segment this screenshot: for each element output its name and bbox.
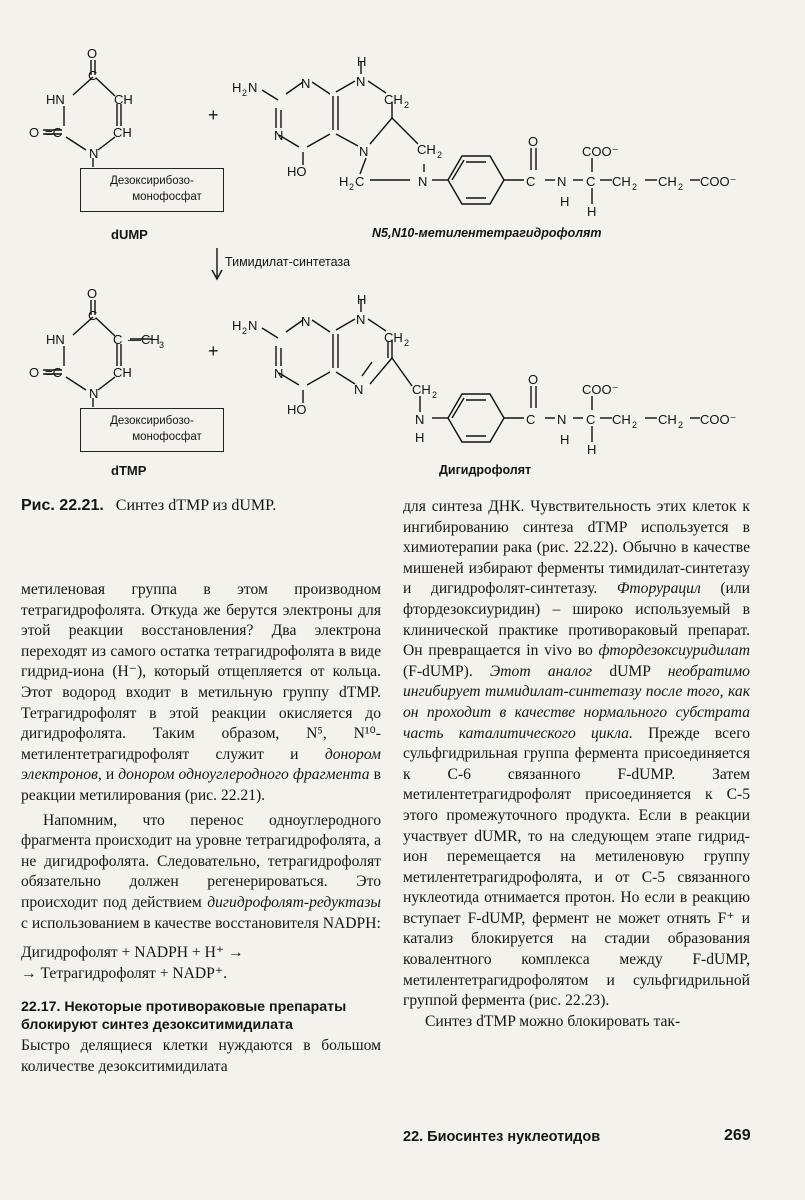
dump-label: dUMP [111, 227, 148, 242]
svg-text:COO⁻: COO⁻ [582, 144, 619, 159]
svg-text:H: H [339, 174, 349, 189]
svg-text:N: N [301, 76, 311, 91]
svg-text:HO: HO [287, 402, 307, 417]
enzyme-label: Тимидилат-синтетаза [225, 255, 351, 269]
chapter-footer: 22. Биосинтез нуклеотидов [403, 1129, 601, 1145]
svg-text:CH: CH [658, 174, 677, 189]
svg-text:COO⁻: COO⁻ [582, 382, 619, 397]
svg-text:N: N [248, 318, 258, 333]
svg-text:=C: =C [45, 365, 62, 380]
svg-text:N: N [274, 128, 284, 143]
svg-text:N: N [557, 174, 567, 189]
svg-text:CH: CH [113, 365, 132, 380]
svg-text:CH: CH [384, 92, 403, 107]
left-paragraph-2: Напомним, что перенос одноуглеродного фрагмента происходит на уровне тетрагидрофолята, а не дигидрофолята. Следовательно, тетрагидрофолят обязательно должен регенерироваться. Это происходит под действием дигидрофолят-редуктазы с использованием в качестве восстановителя NADPH: [21, 811, 381, 932]
sugar-box-dump [80, 168, 224, 212]
sugar-box-dtmp [80, 408, 224, 452]
svg-text:CH: CH [612, 174, 631, 189]
svg-text:H: H [232, 80, 242, 95]
svg-text:C: C [586, 174, 596, 189]
svg-text:H: H [560, 432, 570, 447]
svg-text:N: N [359, 144, 369, 159]
thf-label: N5,N10-метилентетрагидрофолят [372, 226, 602, 240]
dhf-label: Дигидрофолят [439, 463, 532, 477]
svg-text:N: N [356, 312, 366, 327]
svg-text:2: 2 [404, 100, 410, 110]
svg-text:=C: =C [45, 125, 62, 140]
svg-text:O: O [29, 125, 40, 140]
svg-text:2: 2 [678, 420, 684, 430]
svg-text:2: 2 [242, 88, 248, 98]
svg-text:2: 2 [632, 420, 638, 430]
svg-text:N: N [89, 386, 99, 401]
svg-text:HN: HN [46, 92, 65, 107]
svg-text:H: H [357, 292, 367, 307]
svg-text:O: O [29, 365, 40, 380]
svg-text:C: C [355, 174, 365, 189]
svg-text:2: 2 [242, 326, 248, 336]
sugar-line1: Дезоксирибозо- [110, 415, 194, 427]
reduction-equation [21, 942, 381, 984]
svg-text:CH: CH [113, 125, 132, 140]
svg-text:2: 2 [432, 390, 438, 400]
svg-text:H: H [232, 318, 242, 333]
figure-caption [21, 497, 276, 515]
svg-text:H: H [587, 442, 597, 457]
svg-text:3: 3 [159, 340, 165, 350]
sugar-line2: монофосфат [132, 191, 202, 203]
svg-text:N: N [248, 80, 258, 95]
svg-text:N: N [418, 174, 428, 189]
caption-text: Синтез dTMP из dUMP. [115, 497, 277, 514]
svg-text:N: N [557, 412, 567, 427]
right-column [403, 497, 750, 1032]
svg-text:O: O [528, 134, 539, 149]
page-number: 269 [724, 1127, 751, 1144]
svg-text:COO⁻: COO⁻ [700, 174, 737, 189]
sugar-line1: Дезоксирибозо- [110, 175, 194, 187]
svg-text:HN: HN [46, 332, 65, 347]
svg-text:CH: CH [417, 142, 436, 157]
section-title: 22.17. Некоторые противораковые препараты блокируют синтез дезокситимидилата [21, 999, 347, 1034]
svg-text:N: N [354, 382, 364, 397]
svg-text:2: 2 [632, 182, 638, 192]
plus-sign-bottom: + [208, 341, 219, 361]
svg-text:O: O [87, 286, 98, 301]
svg-text:CH: CH [658, 412, 677, 427]
svg-text:2: 2 [349, 182, 355, 192]
right-paragraph-2: Синтез dTMP можно блокировать так- [425, 1012, 681, 1030]
left-paragraph-3: Быстро делящиеся клетки нуждаются в большом количестве дезокситимидилата [21, 1037, 381, 1075]
svg-text:C: C [88, 308, 98, 323]
left-paragraph-1: метиленовая группа в этом производном тетрагидрофолята. Откуда же берутся электроны для этой реакции восстановления? Два электрона переходят из самого остатка тетрагидрофолята в виде гидрид-иона (H⁻), который отщепляется от кольца. Этот водород входит в метильную группу dTMP. Тетрагидрофолят в этой реакции окисляется до дигидрофолята. Таким образом, N⁵, N¹⁰-метилентетрагидрофолят служит и донором электронов, и донором одноуглеродного фрагмента в реакции метилирования (рис. 22.21). [21, 581, 381, 804]
svg-text:N: N [301, 314, 311, 329]
svg-text:C: C [113, 332, 123, 347]
equation-line-2: → Тетрагидрофолят + NADP⁺. [21, 965, 227, 983]
right-paragraph-1: для синтеза ДНК. Чувствительность этих клеток к ингибированию синтеза dTMP используется в химиотерапии рака (рис. 22.22). Обычно в качестве мишеней избирают ферменты тимидилат-синтетазу и дигидрофолят-синтетазу. Фторурацил (или фтордезоксиуридин) – широко используемый в клинической практике противораковый препарат. Он превращается in vivo во фтордезоксиуридилат (F-dUMP). Этот аналог dUMP необратимо ингибирует тимидилат-синтетазу после того, как он проходит в качестве нормального субстрата часть каталитического цикла. Прежде всего сульфгидрильная группа фермента присоединяется к C-6 связанного F-dUMP. Затем метилентетрагидрофолят присоединяется к C-5 этого промежуточного продукта. Если в реакции участвует dUMR, то на следующем этапе гидрид-ион перемещается на метиленовую группу метилентетрагидрофолята, и от C-5 связанного нуклеотида отнимается протон. Но если в реакцию вступает F-dUMP, фермент не может отнять F⁺ и катализ блокируется на стадии образования ковалентного комплекса между F-dUMP, метилентетрагидрофолятом и сульфгидрильной группой фермента (рис. 22.23). [403, 498, 750, 1010]
svg-text:O: O [528, 372, 539, 387]
svg-text:CH: CH [612, 412, 631, 427]
svg-text:N: N [89, 146, 99, 161]
svg-text:C: C [526, 412, 536, 427]
svg-text:O: O [87, 46, 98, 61]
svg-text:N: N [415, 412, 425, 427]
svg-text:—CH: —CH [128, 332, 160, 347]
svg-text:2: 2 [404, 338, 410, 348]
svg-text:N: N [356, 74, 366, 89]
svg-text:H: H [357, 54, 367, 69]
equation-line-1: Дигидрофолят + NADPH + H⁺ → [21, 944, 244, 962]
svg-text:H: H [560, 194, 570, 209]
svg-text:C: C [526, 174, 536, 189]
svg-text:CH: CH [412, 382, 431, 397]
svg-text:H: H [587, 204, 597, 219]
left-column [21, 580, 381, 1077]
svg-text:CH: CH [384, 330, 403, 345]
svg-text:C: C [586, 412, 596, 427]
svg-text:HO: HO [287, 164, 307, 179]
svg-text:C: C [88, 68, 98, 83]
svg-text:H: H [415, 430, 425, 445]
sugar-line2: монофосфат [132, 431, 202, 443]
svg-text:COO⁻: COO⁻ [700, 412, 737, 427]
dtmp-label: dTMP [111, 463, 147, 478]
caption-number: Рис. 22.21. [21, 497, 104, 514]
svg-text:CH: CH [114, 92, 133, 107]
svg-text:2: 2 [437, 150, 443, 160]
svg-text:2: 2 [678, 182, 684, 192]
svg-text:N: N [274, 366, 284, 381]
plus-sign-top: + [208, 105, 219, 125]
